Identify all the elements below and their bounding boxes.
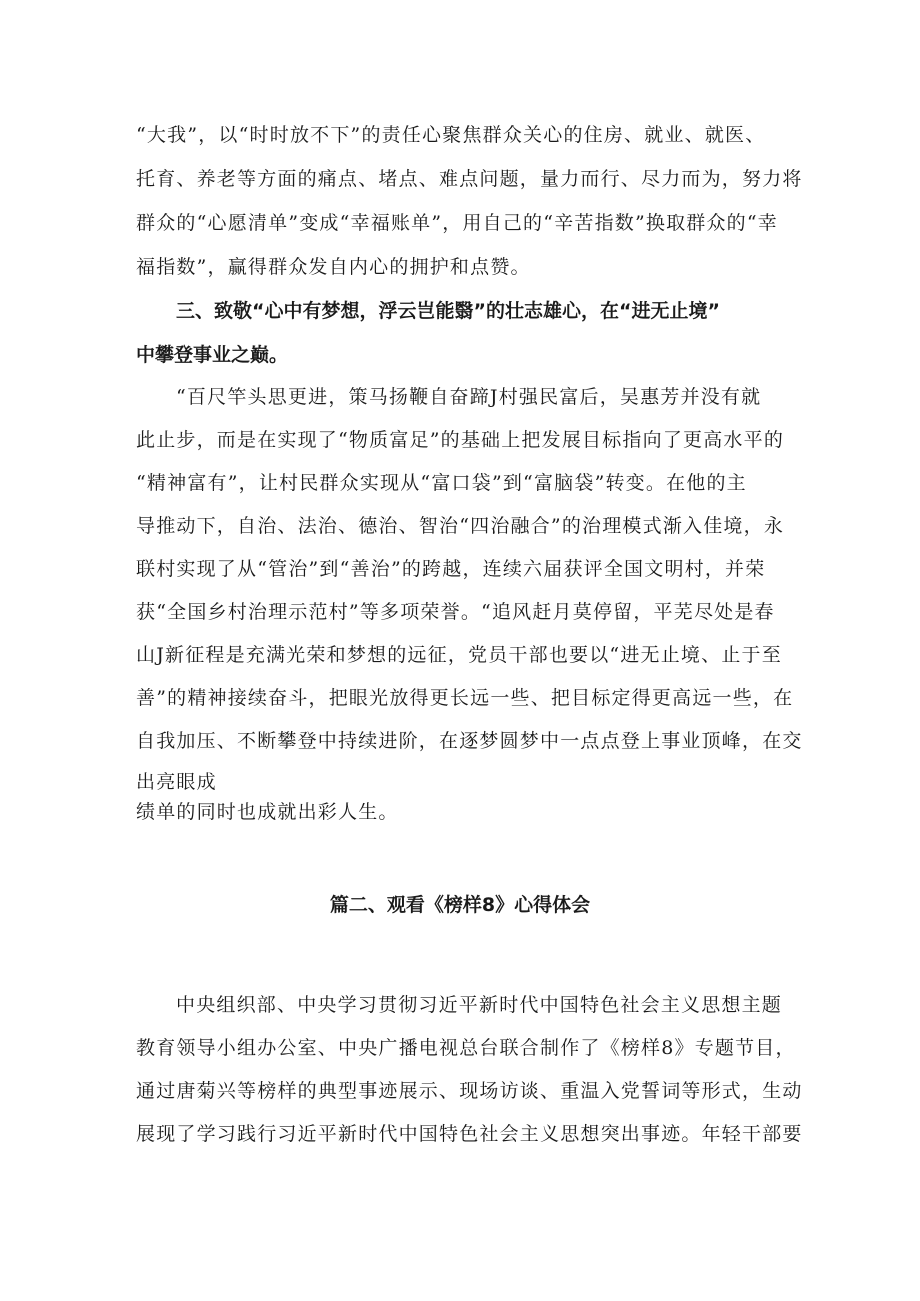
section-title: 篇二、观看《榜样8》心得体会 bbox=[329, 894, 591, 916]
paragraph-line: 通过唐菊兴等榜样的典型事迹展示、现场访谈、重温入党誓词等形式，生动 bbox=[136, 1080, 803, 1102]
heading-line: 三、致敬“心中有梦想，浮云岂能翳”的壮志雄心，在“进无止境” bbox=[176, 300, 720, 322]
paragraph-line: “精神富有”，让村民群众实现从“富口袋”到“富脑袋”转变。在他的主 bbox=[136, 472, 747, 494]
paragraph-line: 获“全国乡村治理示范村”等多项荣誉。“追风赶月莫停留，平芜尽处是春 bbox=[136, 601, 775, 623]
paragraph-line: 中央组织部、中央学习贯彻习近平新时代中国特色社会主义思想主题 bbox=[176, 994, 783, 1016]
heading-line: 中攀登事业之巅。 bbox=[136, 344, 289, 366]
paragraph-line: 善”的精神接续奋斗，把眼光放得更长远一些、把目标定得更高远一些，在 bbox=[136, 687, 794, 709]
paragraph-line: 导推动下，自治、法治、德治、智治“四治融合”的治理模式渐入佳境，永 bbox=[136, 515, 785, 537]
paragraph-line: 山J新征程是充满光荣和梦想的远征，党员干部也要以“进无止境、止于至 bbox=[136, 644, 782, 666]
paragraph-line: 群众的“心愿清单”变成“幸福账单”，用自己的“辛苦指数”换取群众的“幸 bbox=[136, 212, 778, 234]
paragraph-line: 出亮眼成 bbox=[136, 771, 217, 793]
paragraph-line: “百尺竿头思更进，策马扬鞭自奋蹄J村强民富后，吴惠芳并没有就 bbox=[176, 386, 762, 408]
paragraph-line: 联村实现了从“管治”到“善治”的跨越，连续六届获评全国文明村，并荣 bbox=[136, 558, 766, 580]
paragraph-line: 托育、养老等方面的痛点、堵点、难点问题，量力而行、尽力而为，努力将 bbox=[136, 168, 803, 190]
paragraph-line: 绩单的同时也成就出彩人生。 bbox=[136, 801, 399, 823]
paragraph-line: “大我”，以“时时放不下”的责任心聚焦群众关心的住房、就业、就医、 bbox=[136, 124, 766, 146]
paragraph-line: 福指数”，赢得群众发自内心的拥护和点赞。 bbox=[136, 256, 531, 278]
paragraph-line: 此止步，而是在实现了“物质富足”的基础上把发展目标指向了更高水平的 bbox=[136, 429, 785, 451]
paragraph-line: 自我加压、不断攀登中持续进阶，在逐梦圆梦中一点点登上事业顶峰，在交 bbox=[136, 730, 803, 752]
paragraph-line: 展现了学习践行习近平新时代中国特色社会主义思想突出事迹。年轻干部要 bbox=[136, 1123, 803, 1145]
paragraph-line: 教育领导小组办公室、中央广播电视总台联合制作了《榜样8》专题节目， bbox=[136, 1037, 796, 1059]
